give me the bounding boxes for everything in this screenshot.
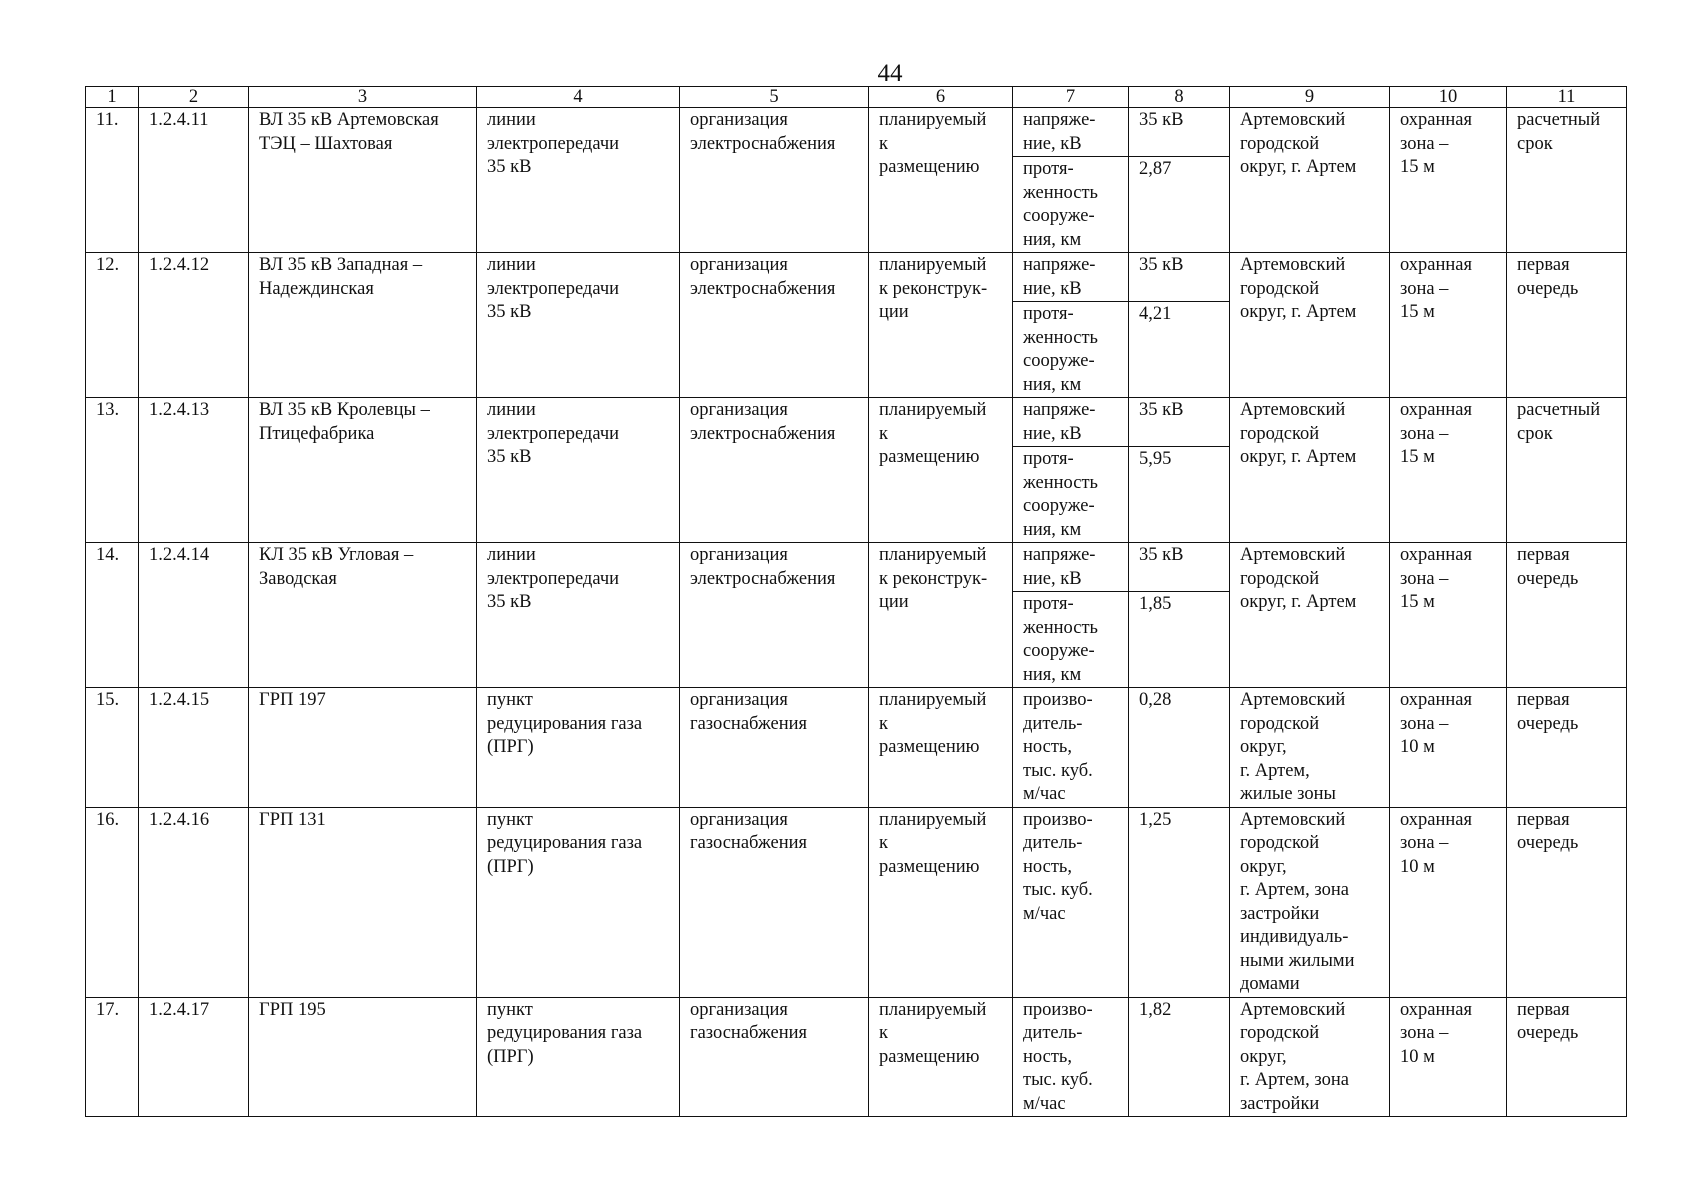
- protection-zone: охранная зона – 15 м: [1390, 108, 1507, 253]
- implementation-term: первая очередь: [1507, 997, 1627, 1117]
- table-row: [86, 253, 1627, 302]
- object-purpose: организация электроснабжения: [680, 253, 869, 398]
- implementation-term: первая очередь: [1507, 807, 1627, 997]
- parameter-value: 1,25: [1129, 807, 1230, 997]
- objects-table: [85, 86, 1627, 1117]
- object-status: планируемый к реконструк- ции: [869, 253, 1013, 398]
- implementation-term: первая очередь: [1507, 688, 1627, 808]
- column-number: 7: [1013, 87, 1129, 108]
- object-code: 1.2.4.16: [139, 807, 249, 997]
- protection-zone: охранная зона – 15 м: [1390, 253, 1507, 398]
- object-location: Артемовский городской округ, г. Артем, зона застройки: [1230, 997, 1390, 1117]
- object-purpose: организация электроснабжения: [680, 543, 869, 688]
- object-type: пункт редуцирования газа (ПРГ): [477, 688, 680, 808]
- parameter-value: 35 кВ: [1129, 543, 1230, 592]
- object-name: ВЛ 35 кВ Кролевцы – Птицефабрика: [249, 398, 477, 543]
- object-location: Артемовский городской округ, г. Артем, жилые зоны: [1230, 688, 1390, 808]
- column-number: 3: [249, 87, 477, 108]
- object-status: планируемый к размещению: [869, 398, 1013, 543]
- parameter-label: протя- женность сооруже- ния, км: [1013, 302, 1129, 398]
- parameter-value: 4,21: [1129, 302, 1230, 398]
- column-number: 10: [1390, 87, 1507, 108]
- object-code: 1.2.4.12: [139, 253, 249, 398]
- protection-zone: охранная зона – 15 м: [1390, 398, 1507, 543]
- parameter-label: протя- женность сооруже- ния, км: [1013, 157, 1129, 253]
- parameter-value: 5,95: [1129, 447, 1230, 543]
- protection-zone: охранная зона – 10 м: [1390, 688, 1507, 808]
- object-status: планируемый к размещению: [869, 997, 1013, 1117]
- object-name: КЛ 35 кВ Угловая – Заводская: [249, 543, 477, 688]
- object-purpose: организация газоснабжения: [680, 807, 869, 997]
- object-type: линии электропередачи 35 кВ: [477, 253, 680, 398]
- parameter-value: 2,87: [1129, 157, 1230, 253]
- parameter-label: протя- женность сооруже- ния, км: [1013, 592, 1129, 688]
- object-location: Артемовский городской округ, г. Артем: [1230, 108, 1390, 253]
- parameter-value: 1,82: [1129, 997, 1230, 1117]
- object-purpose: организация газоснабжения: [680, 688, 869, 808]
- parameter-value: 0,28: [1129, 688, 1230, 808]
- column-number: 5: [680, 87, 869, 108]
- column-number: 8: [1129, 87, 1230, 108]
- parameter-label: произво- дитель- ность, тыс. куб. м/час: [1013, 807, 1129, 997]
- object-status: планируемый к реконструк- ции: [869, 543, 1013, 688]
- column-number: 6: [869, 87, 1013, 108]
- column-number: 9: [1230, 87, 1390, 108]
- row-number: 11.: [86, 108, 139, 253]
- table-row: [86, 688, 1627, 808]
- protection-zone: охранная зона – 10 м: [1390, 997, 1507, 1117]
- row-number: 14.: [86, 543, 139, 688]
- table-row: [86, 997, 1627, 1117]
- table-row: [86, 398, 1627, 447]
- object-purpose: организация электроснабжения: [680, 398, 869, 543]
- page-number: 44: [877, 60, 903, 87]
- row-number: 15.: [86, 688, 139, 808]
- object-location: Артемовский городской округ, г. Артем: [1230, 253, 1390, 398]
- parameter-value: 35 кВ: [1129, 253, 1230, 302]
- column-number: 11: [1507, 87, 1627, 108]
- object-code: 1.2.4.17: [139, 997, 249, 1117]
- protection-zone: охранная зона – 10 м: [1390, 807, 1507, 997]
- parameter-label: напряже- ние, кВ: [1013, 398, 1129, 447]
- column-number: 2: [139, 87, 249, 108]
- row-number: 12.: [86, 253, 139, 398]
- implementation-term: расчетный срок: [1507, 398, 1627, 543]
- object-location: Артемовский городской округ, г. Артем: [1230, 543, 1390, 688]
- object-location: Артемовский городской округ, г. Артем: [1230, 398, 1390, 543]
- object-name: ВЛ 35 кВ Артемовская ТЭЦ – Шахтовая: [249, 108, 477, 253]
- parameter-label: напряже- ние, кВ: [1013, 543, 1129, 592]
- object-code: 1.2.4.14: [139, 543, 249, 688]
- object-type: пункт редуцирования газа (ПРГ): [477, 997, 680, 1117]
- row-number: 16.: [86, 807, 139, 997]
- column-number-row: [86, 87, 1627, 108]
- object-name: ГРП 195: [249, 997, 477, 1117]
- column-number: 1: [86, 87, 139, 108]
- object-status: планируемый к размещению: [869, 688, 1013, 808]
- table-row: [86, 807, 1627, 997]
- object-type: линии электропередачи 35 кВ: [477, 543, 680, 688]
- object-code: 1.2.4.13: [139, 398, 249, 543]
- object-purpose: организация газоснабжения: [680, 997, 869, 1117]
- parameter-label: напряже- ние, кВ: [1013, 253, 1129, 302]
- row-number: 17.: [86, 997, 139, 1117]
- table-row: [86, 543, 1627, 592]
- parameter-value: 35 кВ: [1129, 108, 1230, 157]
- parameter-value: 35 кВ: [1129, 398, 1230, 447]
- protection-zone: охранная зона – 15 м: [1390, 543, 1507, 688]
- implementation-term: первая очередь: [1507, 543, 1627, 688]
- object-code: 1.2.4.11: [139, 108, 249, 253]
- parameter-label: произво- дитель- ность, тыс. куб. м/час: [1013, 688, 1129, 808]
- object-name: ГРП 197: [249, 688, 477, 808]
- parameter-value: 1,85: [1129, 592, 1230, 688]
- object-name: ГРП 131: [249, 807, 477, 997]
- implementation-term: расчетный срок: [1507, 108, 1627, 253]
- row-number: 13.: [86, 398, 139, 543]
- object-type: пункт редуцирования газа (ПРГ): [477, 807, 680, 997]
- table-row: [86, 108, 1627, 157]
- parameter-label: напряже- ние, кВ: [1013, 108, 1129, 157]
- implementation-term: первая очередь: [1507, 253, 1627, 398]
- column-number: 4: [477, 87, 680, 108]
- object-status: планируемый к размещению: [869, 108, 1013, 253]
- object-code: 1.2.4.15: [139, 688, 249, 808]
- parameter-label: произво- дитель- ность, тыс. куб. м/час: [1013, 997, 1129, 1117]
- object-type: линии электропередачи 35 кВ: [477, 398, 680, 543]
- parameter-label: протя- женность сооруже- ния, км: [1013, 447, 1129, 543]
- object-purpose: организация электроснабжения: [680, 108, 869, 253]
- object-type: линии электропередачи 35 кВ: [477, 108, 680, 253]
- object-name: ВЛ 35 кВ Западная – Надеждинская: [249, 253, 477, 398]
- object-location: Артемовский городской округ, г. Артем, зона застройки индивидуаль- ными жилыми домами: [1230, 807, 1390, 997]
- object-status: планируемый к размещению: [869, 807, 1013, 997]
